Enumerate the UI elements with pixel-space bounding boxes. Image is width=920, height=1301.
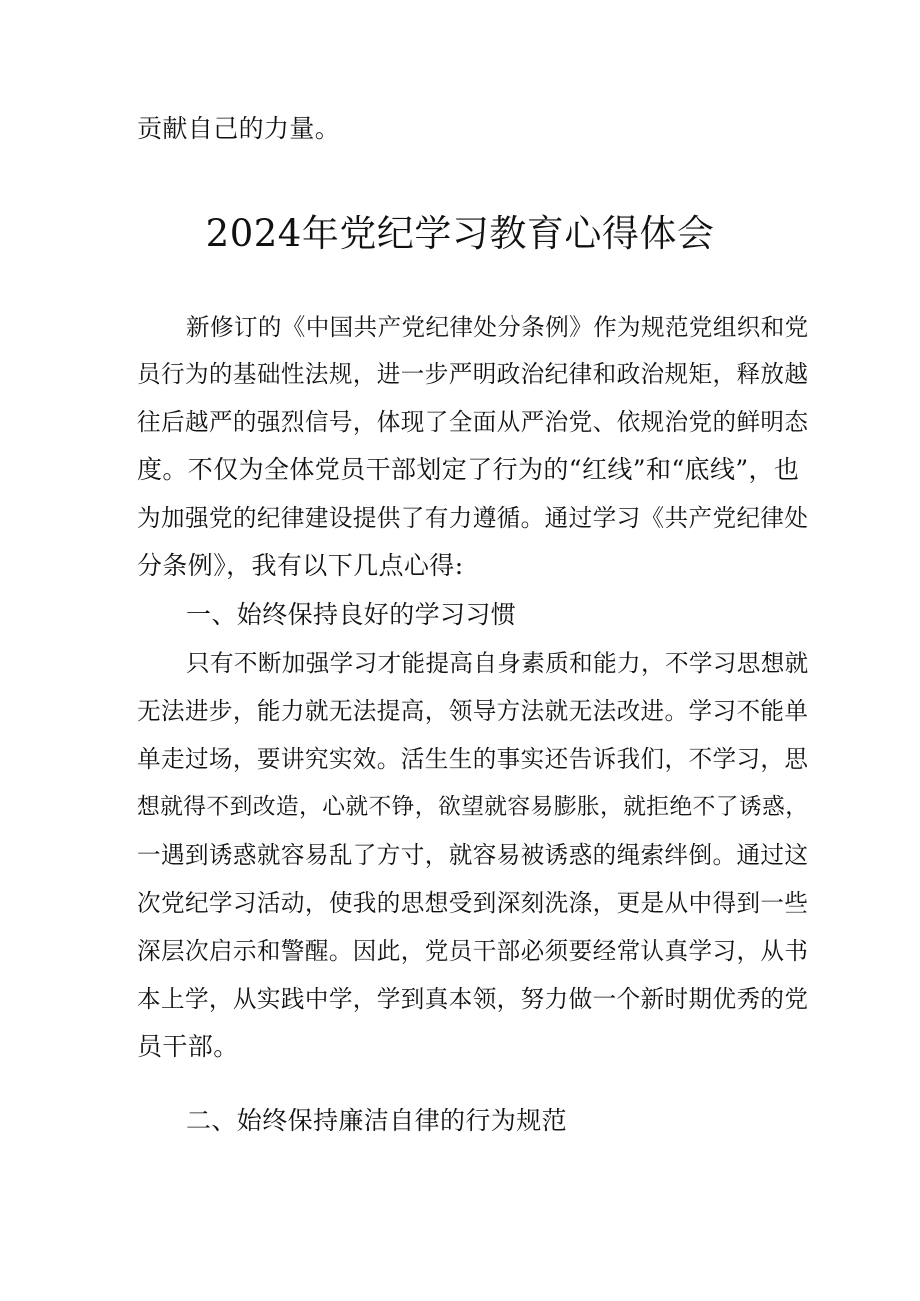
intro-line: 新修订的《中国共产党纪律处分条例》作为规范党组织和党 [186,313,809,341]
section1-line: 想就得不到改造，心就不铮，欲望就容易膨胀，就拒绝不了诱惑， [137,794,809,820]
section1-heading: 一、始终保持良好的学习习惯 [186,600,517,629]
document-title: 2024年党纪学习教育心得体会 [205,212,715,255]
intro-line: 往后越严的强烈信号，体现了全面从严治党、依规治党的鲜明态 [137,408,809,436]
intro-line: 员行为的基础性法规，进一步严明政治纪律和政治规矩，释放越 [137,360,809,388]
intro-line: 为加强党的纪律建设提供了有力遵循。通过学习《共产党纪律处 [137,504,809,532]
intro-line: 分条例》，我有以下几点心得: [137,551,464,580]
section1-line: 本上学，从实践中学，学到真本领，努力做一个新时期优秀的党 [137,985,809,1013]
section1-line: 只有不断加强学习才能提高自身素质和能力，不学习思想就 [186,649,809,677]
intro-line: 度。不仅为全体党员干部划定了行为的“红线”和“底线”，也 [137,455,800,484]
section1-line: 深层次启示和警醒。因此，党员干部必须要经常认真学习，从书 [137,937,809,965]
section1-line: 一遇到诱惑就容易乱了方寸，就容易被诱惑的绳索绊倒。通过这 [137,841,809,869]
continuation-text: 贡献自己的力量。 [137,114,341,143]
section1-line: 单走过场，要讲究实效。活生生的事实还告诉我们，不学习，思 [137,745,809,773]
section1-line: 次党纪学习活动，使我的思想受到深刻洗涤，更是从中得到一些 [137,889,809,917]
section1-line: 无法进步，能力就无法提高，领导方法就无法改进。学习不能单 [137,697,809,725]
section2-heading: 二、始终保持廉洁自律的行为规范 [186,1106,568,1135]
section1-line: 员干部。 [137,1032,239,1061]
